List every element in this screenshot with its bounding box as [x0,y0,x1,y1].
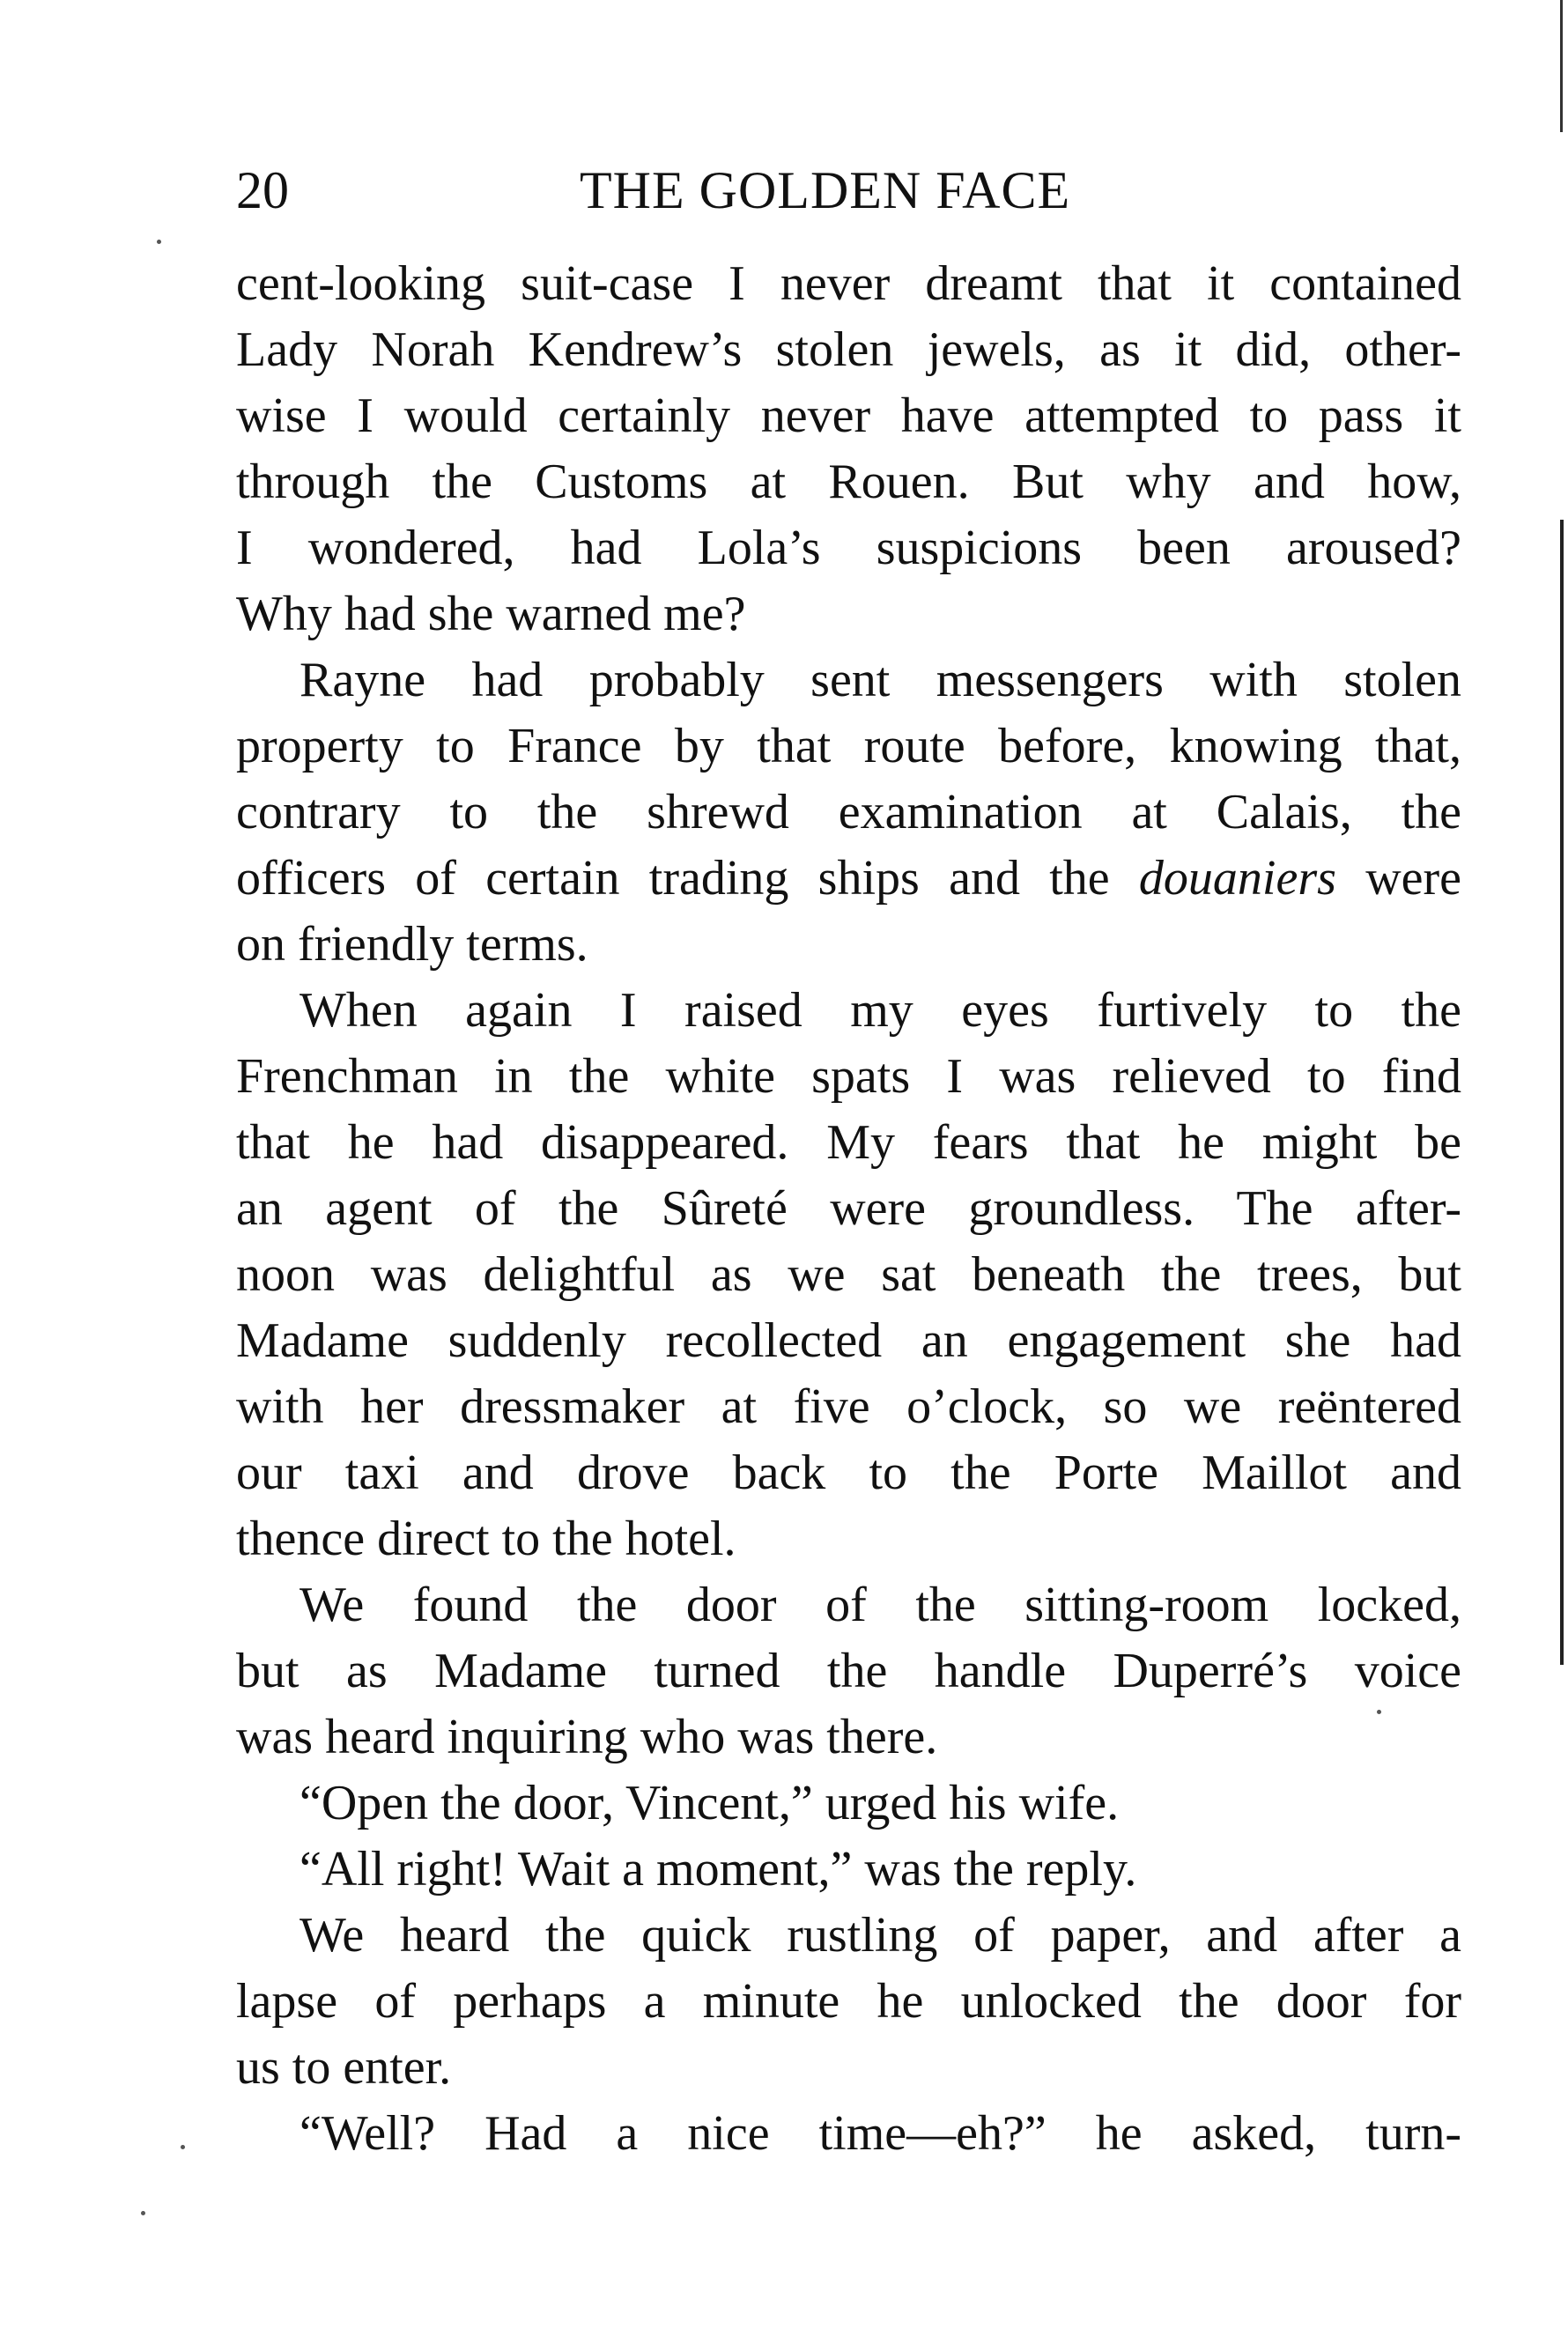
paragraph [236,251,1461,647]
running-head-title: THE GOLDEN FACE [580,161,1071,219]
text-line: an agent of the Sûreté were groundless. The after- [236,1181,1461,1236]
text-line: but as Madame turned the handle Duperré’s voice [236,1644,1461,1698]
text-line: lapse of perhaps a minute he unlocked the door for [236,1974,1461,2029]
paragraph [236,647,1461,978]
page-number: 20 [236,161,289,219]
text-line: through the Customs at Rouen. But why and how, [236,455,1461,509]
text-line: Frenchman in the white spats I was relieved to find [236,1049,1461,1104]
text-line: “Well? Had a nice time—eh?” he asked, turn- [300,2106,1461,2161]
page-edge-mark [1560,0,1563,132]
paragraph [236,978,1461,1572]
text-line: Rayne had probably sent messengers with stolen [300,653,1461,707]
page-header [236,155,1469,226]
text-line: with her dressmaker at five o’clock, so we reëntered [236,1379,1461,1434]
paragraph [236,1771,1461,1837]
text-line: I wondered, had Lola’s suspicions been aroused? [236,521,1461,575]
text-line: wise I would certainly never have attempted to pass it [236,388,1461,443]
paragraph [236,1837,1461,1903]
text-line: us to enter. [236,2040,452,2095]
text-line: our taxi and drove back to the Porte Maillot and [236,1445,1461,1500]
text-line: When again I raised my eyes furtively to the [300,983,1461,1038]
text-line: thence direct to the hotel. [236,1512,736,1566]
text-line: We found the door of the sitting-room locked, [300,1578,1461,1632]
page-edge-rule [1560,520,1564,1665]
text-line: on friendly terms. [236,917,588,972]
text-line: “All right! Wait a moment,” was the reply. [300,1842,1137,1896]
text-line: contrary to the shrewd examination at Calais, the [236,785,1461,839]
scan-speck [157,240,161,244]
text-line: officers of certain trading ships and the douaniers were [236,851,1461,906]
text-line: that he had disappeared. My fears that he might be [236,1115,1461,1170]
paragraph [236,1572,1461,1771]
paragraph [236,2101,1461,2167]
body-text [236,251,1461,2167]
italic-word: douaniers [1138,851,1336,906]
scan-speck [1377,1710,1381,1714]
text-line: noon was delightful as we sat beneath the trees, but [236,1247,1461,1302]
text-line: Madame suddenly recollected an engagement she had [236,1313,1461,1368]
text-line: “Open the door, Vincent,” urged his wife. [300,1776,1120,1830]
scan-speck [181,2145,185,2149]
text-line: We heard the quick rustling of paper, and after a [300,1908,1461,1963]
scan-speck [141,2211,145,2215]
text-line: Why had she warned me? [236,587,746,641]
text-line: property to France by that route before, knowing that, [236,719,1461,773]
text-line: cent-looking suit-case I never dreamt that it contained [236,256,1461,311]
paragraph [236,1903,1461,2101]
text-line: was heard inquiring who was there. [236,1710,938,1764]
text-line: Lady Norah Kendrew’s stolen jewels, as it did, other- [236,322,1461,377]
